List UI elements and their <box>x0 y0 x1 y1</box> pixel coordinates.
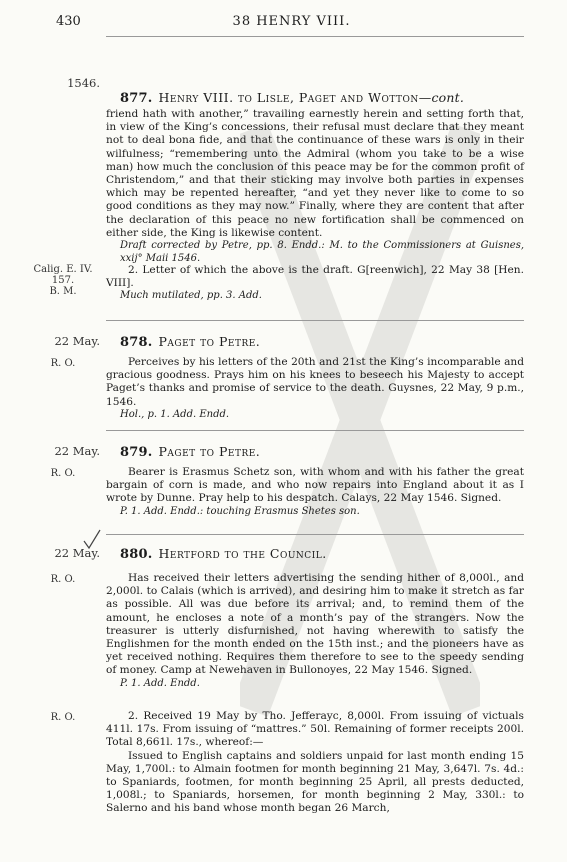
year-margin: 1546. <box>67 76 100 90</box>
entry-date: 22 May. <box>54 444 100 458</box>
entry-date: 22 May. <box>54 546 100 560</box>
entry-endorsement: Draft corrected by Petre, pp. 8. Endd.: M. to the Commissioners at Guisnes, xxij° Maii 1546. <box>120 240 524 264</box>
entry-heading-879 <box>120 444 260 460</box>
entry-number: 880. <box>120 547 153 562</box>
entry-divider <box>106 430 524 431</box>
entry-date: 22 May. <box>54 334 100 348</box>
margin-reference: R. O. <box>50 468 76 479</box>
entry-divider <box>106 320 524 321</box>
entry-endorsement: P. 1. Add. Endd.: touching Erasmus Shetes son. <box>120 505 360 517</box>
margin-reference: R. O. <box>50 574 76 585</box>
header-rule <box>106 36 524 37</box>
entry-heading-878 <box>120 334 260 350</box>
entry-text: 2. Letter of which the above is the draft. G[reenwich], 22 May 38 [Hen. VIII]. <box>106 264 524 290</box>
entry-divider <box>106 534 524 535</box>
entry-number: 878. <box>120 335 153 350</box>
entry-body-880-2 <box>106 710 524 816</box>
page-number: 430 <box>56 14 81 29</box>
entry-text: Has received their letters advertising the sending hither of 8,000l., and 2,000l. to Calais (which is arrived), and desiring him to make it stretch as far as possible. All was due before its arrival; and, to remind them of the amount, he encloses a note of a month’s pay of the strangers. Now the treasurer is utterly disfurnished, not having wherewith to satisfy the Englishmen for the month ended on the 15th inst.; and the pioneers have as yet received nothing. Requires them therefore to see to the speedy sending of money. Camp at Newehaven in Bullonoyes, 22 May 1546. Signed. <box>106 572 524 677</box>
entry-title: Paget to Petre. <box>158 334 261 349</box>
entry-text-continued: Issued to English captains and soldiers unpaid for last month ending 15 May, 1,700l.: to Almain footmen for month beginning 21 May, 3,647l. 7s. 4d.: to Spaniards, footmen, for month beginning 25 April, all prests deducted, 1,008l.; to Spaniards, horsemen, for month beginning 2 May, 330l.: to Salerno and his band whose month began 26 March, <box>106 749 524 815</box>
entry-text: 2. Received 19 May by Tho. Jefferayc, 8,000l. From issuing of victuals 411l. 17s. From issuing of “mattres.” 50l. Remaining of former receipts 200l. Total 8,661l. 17s., whereof:— <box>106 710 524 749</box>
entry-endorsement: Hol., p. 1. Add. Endd. <box>120 408 230 420</box>
entry-number: 879. <box>120 445 153 460</box>
entry-number: 877. <box>120 91 153 106</box>
entry-endorsement: Much mutilated, pp. 3. Add. <box>120 290 262 302</box>
running-head <box>56 14 527 32</box>
entry-heading-880 <box>120 546 327 562</box>
entry-continued: cont. <box>431 90 465 105</box>
entry-body-878 <box>106 356 524 421</box>
entry-body-880 <box>106 572 524 690</box>
entry-text: Perceives by his letters of the 20th and 21st the King’s incomparable and gracious goodness. Prays him on his knees to beseech his Majesty to accept Paget’s thanks and promise of service to the death. Guysnes, 22 May, 9 p.m., 1546. <box>106 356 524 408</box>
margin-reference: R. O. <box>50 712 76 723</box>
entry-title: Hertford to the Council. <box>158 546 327 561</box>
entry-title: Henry VIII. to Lisle, Paget and Wotton <box>158 90 419 105</box>
entry-text: friend hath with another,” travailing earnestly herein and setting forth that, in view of the King’s concessions, their refusal must declare that they meant not to deal bona fide, and that the continuance of these wars is only in their wilfulness; “remembering unto the Admiral (whom you take to be a wise man) how much the conclusion of this peace may be for the common profit of Christendom,” and that their sticking may involve both parties in expenses which may be repented hereafter, “and yet they never like to come to so good conditions as they may now.” Finally, where they are content that after the declaration of this peace no new fortification shall be commenced on either side, the King is likewise content. <box>106 108 524 239</box>
margin-reference: Calig. E. IV. 157. B. M. <box>33 264 93 297</box>
entry-text: Bearer is Erasmus Schetz son, with whom and with his father the great bargain of corn is made, and who now repairs into England about it as I wrote by Dunne. Pray help to his despatch. Calays, 22 May 1546. Signed. <box>106 466 524 505</box>
entry-body-879 <box>106 466 524 518</box>
running-title: 38 HENRY VIII. <box>232 14 351 29</box>
margin-reference: R. O. <box>50 358 76 369</box>
entry-endorsement: P. 1. Add. Endd. <box>120 677 200 689</box>
entry-heading-877: 877. Henry VIII. to Lisle, Paget and Wotton—cont. <box>120 90 465 106</box>
entry-body-877-2 <box>106 264 524 303</box>
entry-body-877 <box>106 108 524 265</box>
entry-title: Paget to Petre. <box>158 444 261 459</box>
